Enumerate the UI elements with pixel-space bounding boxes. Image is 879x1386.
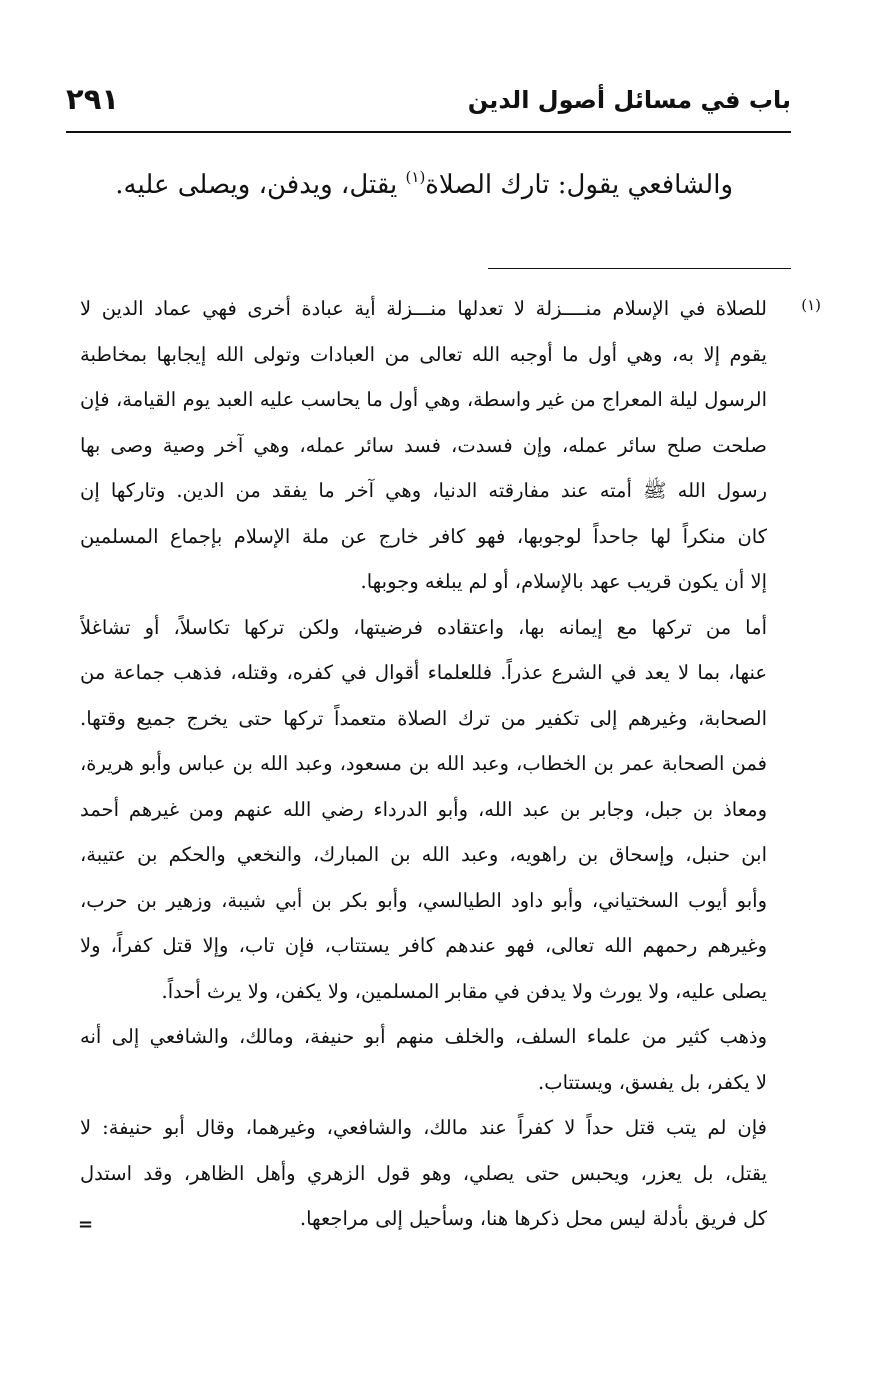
footnote-line: لا يكفر، بل يفسق، ويستتاب. bbox=[538, 1070, 767, 1094]
footnote-line: للصلاة في الإسلام منــــزلة لا تعدلها منـــزلة أية عبادة أخرى فهي عماد الدين لا bbox=[80, 297, 767, 320]
footnote-reference: (١) bbox=[405, 168, 426, 186]
running-title: باب في مسائل أصول الدين bbox=[467, 86, 791, 114]
footnote-line: وأبو أيوب السختياني، وأبو داود الطيالسي، وأبو بكر بن أبي شيبة، وزهير بن حرب، bbox=[80, 888, 767, 912]
footnote-line: كل فريق بأدلة ليس محل ذكرها هنا، وسأحيل إلى مراجعها. bbox=[299, 1207, 767, 1230]
footnote-line: يقتل، بل يعزر، ويحبس حتى يصلي، وهو قول الزهري وأهل الظاهر، وقد استدل bbox=[80, 1161, 767, 1185]
footnote-line: إلا أن يكون قريب عهد بالإسلام، أو لم يبلغه وجوبها. bbox=[360, 570, 767, 593]
footnote-line: رسول الله ﷺ أمته عند مفارقته الدنيا، وهي آخر ما يفقد من الدين. وتاركها إن bbox=[80, 479, 767, 502]
page-header bbox=[66, 80, 791, 124]
continuation-mark: = bbox=[78, 1214, 92, 1235]
footnote-separator bbox=[488, 268, 791, 269]
footnote-line: أما من تركها مع إيمانه بها، واعتقاده فرضيتها، ولكن تركها تكاسلاً، أو تشاغلاً bbox=[80, 615, 767, 639]
footnote-line: فمن الصحابة عمر بن الخطاب، وعبد الله بن مسعود، وعبد الله بن عباس وأبو هريرة، bbox=[80, 752, 767, 775]
footnote-body bbox=[80, 286, 767, 1242]
main-text-after: يقتل، ويدفن، ويصلى عليه. bbox=[115, 170, 406, 200]
main-text bbox=[115, 160, 733, 210]
footnote-line: يقوم إلا به، وهي أول ما أوجبه الله تعالى من العبادات وتولى الله إيجابها بمخاطبة bbox=[80, 342, 767, 366]
footnote-line: فإن لم يتب قتل حداً لا كفراً عند مالك، والشافعي، وغيرهما، وقال أبو حنيفة: لا bbox=[80, 1116, 767, 1139]
page-number: ٢٩١ bbox=[66, 82, 120, 116]
footnote-line: عنها، بما لا يعد في الشرع عذراً. فللعلماء أقوال في كفره، وقتله، فذهب جماعة من bbox=[80, 661, 767, 684]
footnote-line: صلحت صلح سائر عمله، وإن فسدت، فسد سائر عمله، وهي آخر وصية وصى بها bbox=[80, 433, 767, 457]
footnote-line: يصلى عليه، ولا يورث ولا يدفن في مقابر المسلمين، ولا يكفن، ولا يرث أحداً. bbox=[161, 979, 767, 1003]
footnote-line: ابن حنبل، وإسحاق بن راهويه، وعبد الله بن المبارك، والنخعي والحكم بن عتيبة، bbox=[80, 843, 767, 866]
footnote-marker: (١) bbox=[801, 296, 821, 314]
footnote-line: كان منكراً لها جاحداً لوجوبها، فهو كافر خارج عن ملة الإسلام بإجماع المسلمين bbox=[80, 524, 767, 548]
footnote-line: وذهب كثير من علماء السلف، والخلف منهم أبو حنيفة، ومالك، والشافعي إلى أنه bbox=[80, 1025, 767, 1048]
main-text-before: والشافعي يقول: تارك الصلاة bbox=[425, 170, 733, 200]
footnote-line: وغيرهم رحمهم الله تعالى، فهو عندهم كافر يستتاب، فإن تاب، وإلا قتل كفراً، ولا bbox=[80, 934, 767, 957]
footnote-line: الصحابة، وغيرهم إلى تكفير من ترك الصلاة متعمداً تركها حتى يخرج جميع وقتها. bbox=[80, 706, 767, 730]
header-rule bbox=[66, 131, 791, 133]
footnote-line: الرسول ليلة المعراج من غير واسطة، وهي أول ما يحاسب عليه العبد يوم القيامة، فإن bbox=[80, 388, 767, 411]
footnote-line: ومعاذ بن جبل، وجابر بن عبد الله، وأبو الدرداء رضي الله عنهم ومن غيرهم أحمد bbox=[80, 797, 767, 821]
